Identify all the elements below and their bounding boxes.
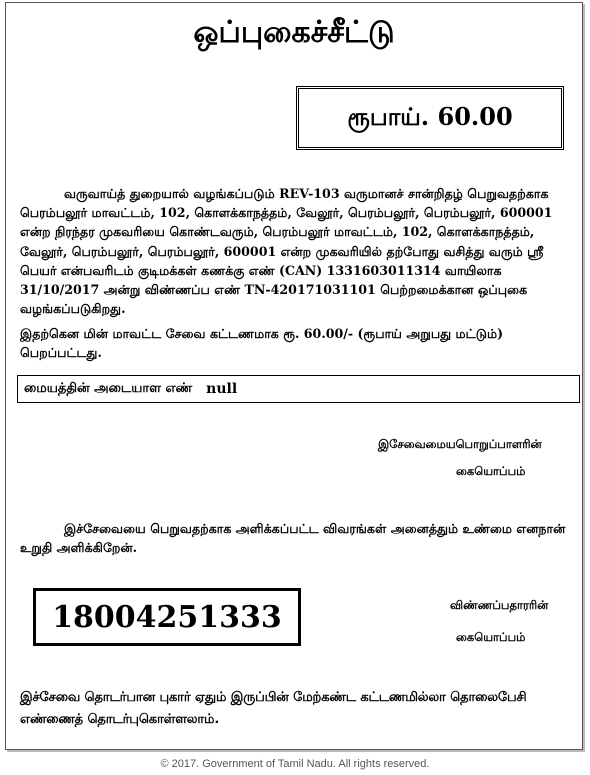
receipt-page: [5, 2, 583, 750]
center-id-box: [17, 375, 580, 403]
amount-box: [296, 86, 564, 150]
center-id-label: மையத்தின் அடையாள எண்: [24, 381, 193, 396]
amount-text: ரூபாய். 60.00: [347, 102, 513, 131]
fee-paragraph: இதற்கென மின் மாவட்ட சேவை கட்டணமாக ரூ. 60.00/- (ரூபாய் அறுபது மட்டும்) பெறப்பட்டது.: [20, 326, 504, 361]
applicant-signature-label: விண்ணப்பதாரரின்: [450, 598, 549, 612]
acknowledgement-paragraph: வருவாய்த் துறையால் வழங்கப்படும் REV-103 வருமானச் சான்றிதழ் பெறுவதற்காக பெரம்பலூர் மாவட்டம், 102, கொளக்காநத்தம், வேலூர், பெரம்பலூர், பெரம்பலூர், 600001 என்ற நிரந்தர முகவரியை கொண்டவரும், பெரம்பலூர் மாவட்டம், 102, கொளக்காநத்தம், வேலூர், பெரம்பலூர், பெரம்பலூர், 600001 என்ற முகவரியில் தற்போது வசித்து வரும் ஸ்ரீ பெயர் என்பவரிடம் குடிமக்கள் கணக்கு எண் (CAN) 1331603011314 வாயிலாக 31/10/2017 அன்று விண்ணப்ப எண் TN-420171031101 பெற்றமைக்கான ஒப்புகை வழங்கப்படுகிறது.: [20, 186, 553, 317]
official-signature-caption: கையொப்பம்: [456, 464, 526, 478]
copyright-footer: © 2017. Government of Tamil Nadu. All rights reserved.: [160, 758, 430, 770]
helpline-number-box: [33, 588, 301, 646]
helpline-number: 18004251333: [52, 599, 282, 635]
declaration-paragraph: இச்சேவையை பெறுவதற்காக அளிக்கப்பட்ட விவரங்கள் அனைத்தும் உண்மை எனநான் உறுதி அளிக்கிறேன்.: [20, 521, 566, 556]
applicant-signature-caption: கையொப்பம்: [456, 630, 526, 644]
page-title: ஒப்புகைச்சீட்டு: [193, 15, 395, 50]
center-id-value: null: [206, 381, 238, 397]
official-signature-label: இசேவைமையபொறுப்பாளரின்: [378, 437, 542, 451]
complaint-note: இச்சேவை தொடர்பான புகார் ஏதும் இருப்பின் மேற்கண்ட கட்டணமில்லா தொலைபேசி எண்ணைத் தொடர்புகொள்ளலாம்.: [20, 690, 527, 727]
